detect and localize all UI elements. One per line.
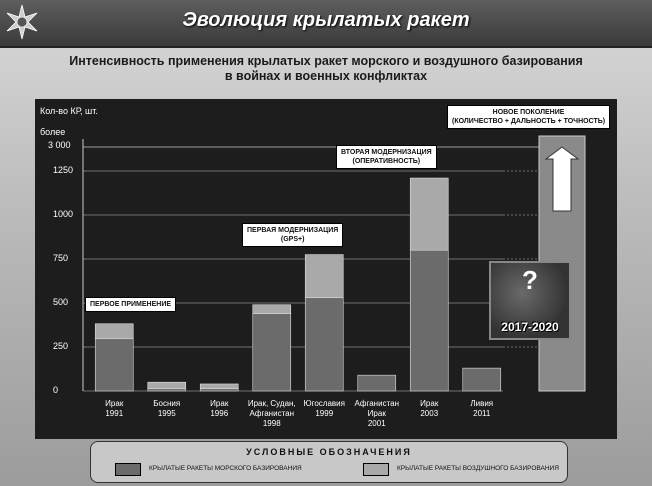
x-category-line: 1996 xyxy=(210,409,229,418)
x-category-line: 1999 xyxy=(315,409,334,418)
callout-first-modernization-text: ПЕРВАЯ МОДЕРНИЗАЦИЯ xyxy=(247,227,339,234)
slide-title: Эволюция крылатых ракет xyxy=(182,9,470,31)
x-category-line: 1995 xyxy=(157,409,176,418)
y-tick-label: 500 xyxy=(53,297,69,307)
bar-sea xyxy=(463,368,501,391)
bar-air xyxy=(200,384,238,389)
bar-air xyxy=(148,382,186,389)
x-category-line: Афганистан xyxy=(249,409,295,418)
x-category-line: Босния xyxy=(153,399,181,408)
legend-label-air: КРЫЛАТЫЕ РАКЕТЫ ВОЗДУШНОГО БАЗИРОВАНИЯ xyxy=(397,465,559,472)
x-category-line: 1991 xyxy=(105,409,124,418)
callout-new-generation-text: НОВОЕ ПОКОЛЕНИЕ xyxy=(492,109,565,116)
y-tick-label: 1000 xyxy=(53,209,74,219)
callout-first-modernization xyxy=(242,223,343,247)
future-years-label: 2017-2020 xyxy=(501,320,559,334)
bar-sea xyxy=(148,389,186,391)
bar-sea xyxy=(358,375,396,391)
legend-swatch-sea xyxy=(115,463,141,476)
callout-second-modernization-sub: (ОПЕРАТИВНОСТЬ) xyxy=(352,158,421,165)
x-category-line: 1998 xyxy=(262,419,281,428)
question-mark-icon: ? xyxy=(522,265,538,295)
x-category-line: Ливия xyxy=(470,399,494,408)
future-image xyxy=(489,261,571,340)
y-tick-label: 750 xyxy=(53,253,69,263)
y-tick-label: 0 xyxy=(53,385,59,395)
x-category-label xyxy=(447,399,517,419)
chart-title-line-2: в войнах и военных конфликтах xyxy=(224,69,428,83)
callout-second-modernization-text: ВТОРАЯ МОДЕРНИЗАЦИЯ xyxy=(341,149,432,156)
legend-label-sea: КРЫЛАТЫЕ РАКЕТЫ МОРСКОГО БАЗИРОВАНИЯ xyxy=(149,465,302,472)
y-tick-label: 1250 xyxy=(53,165,74,175)
bar-air xyxy=(410,178,448,250)
bar-air xyxy=(305,255,343,298)
callout-new-generation xyxy=(447,105,610,129)
x-category-line: Афганистан xyxy=(354,399,400,408)
callout-new-generation-sub: (КОЛИЧЕСТВО + ДАЛЬНОСТЬ + ТОЧНОСТЬ) xyxy=(452,118,606,125)
chart-title xyxy=(0,54,652,84)
x-category-line: Югославия xyxy=(303,399,345,408)
x-category-line: Ирак xyxy=(210,399,229,408)
callout-first-use xyxy=(85,297,176,312)
x-category-line: Ирак xyxy=(367,409,386,418)
bar-sea xyxy=(410,250,448,391)
x-category-line: Ирак, Судан, xyxy=(247,399,296,408)
legend-title: УСЛОВНЫЕ ОБОЗНАЧЕНИЯ xyxy=(246,447,412,457)
x-category-line: 2001 xyxy=(367,419,386,428)
bar-sea xyxy=(200,389,238,391)
y-top-label-3000: 3 000 xyxy=(48,140,71,150)
bar-sea xyxy=(253,314,291,391)
bar-air xyxy=(253,305,291,314)
bar-air xyxy=(95,324,133,339)
callout-second-modernization xyxy=(336,145,437,169)
x-category-line: 2003 xyxy=(420,409,439,418)
callout-first-use-text: ПЕРВОЕ ПРИМЕНЕНИЕ xyxy=(90,301,172,308)
y-tick-label: 250 xyxy=(53,341,69,351)
legend-swatch-air xyxy=(363,463,389,476)
x-category-line: Ирак xyxy=(105,399,124,408)
header-bar xyxy=(0,0,652,48)
x-category-line: Ирак xyxy=(420,399,439,408)
legend xyxy=(90,441,568,483)
bar-sea xyxy=(305,298,343,391)
y-axis-label: Кол-во КР, шт. xyxy=(40,106,98,116)
bar-sea xyxy=(95,339,133,391)
y-top-label-more: более xyxy=(40,127,66,137)
x-category-line: 2011 xyxy=(473,409,491,418)
chart-title-line-1: Интенсивность применения крылатых ракет морского и воздушного базирования xyxy=(69,54,583,68)
callout-first-modernization-sub: (GPS+) xyxy=(280,236,305,243)
